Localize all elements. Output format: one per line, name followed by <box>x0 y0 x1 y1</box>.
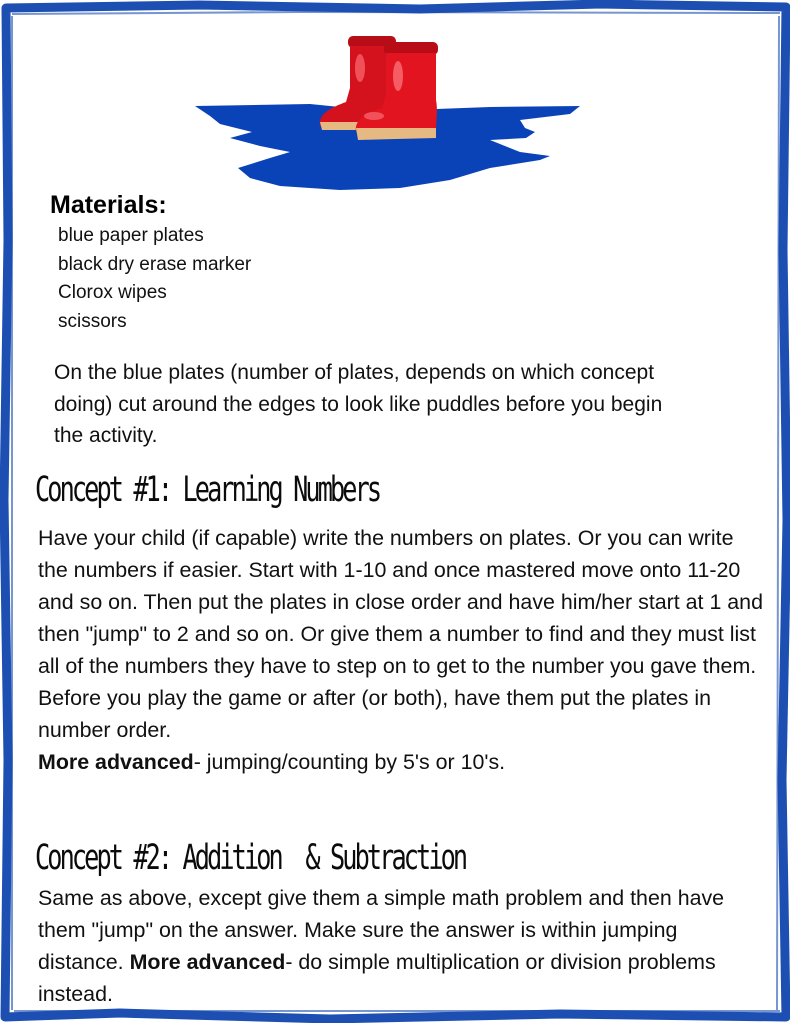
concept-1-text: Have your child (if capable) write the numbers on plates. Or you can write the numbers if easier. Start with 1-10 and once mastered move onto 11-20 and so on. Then put the plates in close order and have him/her start at 1 and then "jump" to 2 and so on. Or give them a number to find and they must list all of the numbers they have to step on to get to the number you gave them. Before you play the game or after (or both), have them put the plates in number order. <box>38 526 763 742</box>
list-item: blue paper plates <box>58 225 204 246</box>
advanced-text: - do simple multiplication or division problems instead. <box>38 950 716 1006</box>
list-item: Clorox wipes <box>58 282 167 303</box>
advanced-label: More advanced <box>38 750 194 774</box>
advanced-label: More advanced <box>129 950 286 974</box>
advanced-text: - jumping/counting by 5's or 10's. <box>193 750 506 774</box>
concept-1-advanced <box>38 746 768 778</box>
concept-1-heading: Concept #1: Learning Numbers <box>35 470 380 510</box>
rain-boots-puddle-illustration <box>190 28 590 193</box>
list-item: scissors <box>58 310 127 332</box>
concept-1-body <box>38 522 768 778</box>
intro-paragraph: On the blue plates (number of plates, depends on which concept doing) cut around the edges to look like puddles before you begin the activity. <box>54 361 663 447</box>
concept-2-text: Same as above, except give them a simple math problem and then have them "jump" on the answer. Make sure the answer is within jumping distance. <box>38 886 725 974</box>
concept-2-body <box>38 882 768 1010</box>
materials-heading: Materials: <box>50 191 167 219</box>
list-item: black dry erase marker <box>58 253 252 275</box>
materials-list <box>58 222 251 336</box>
concept-2-heading: Concept #2: Addition & Subtraction <box>35 838 466 878</box>
